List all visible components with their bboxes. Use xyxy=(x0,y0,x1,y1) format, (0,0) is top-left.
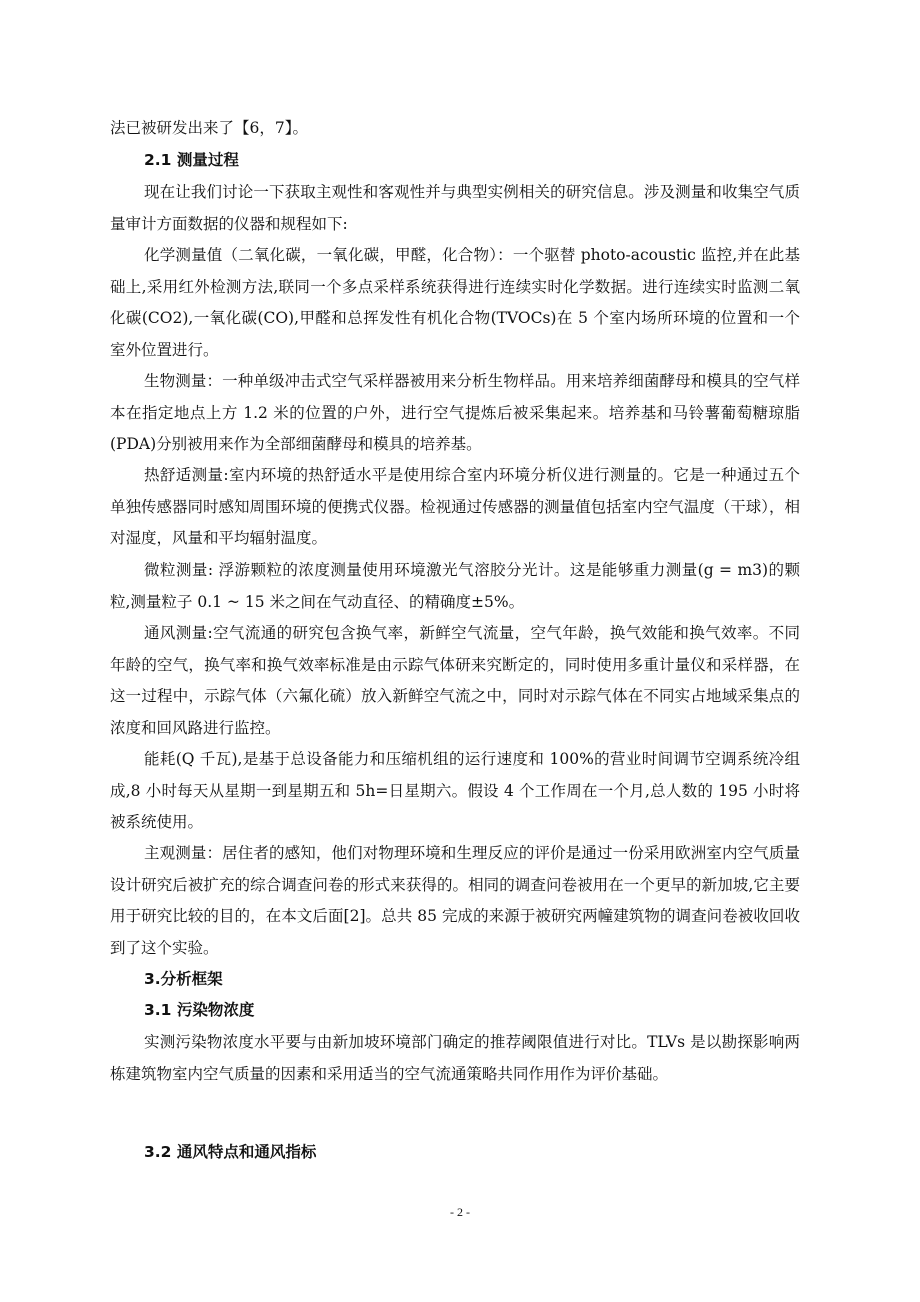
paragraph-ventilation-measurement: 通风测量:空气流通的研究包含换气率，新鲜空气流量，空气年龄，换气效能和换气效率。不同年龄的空气，换气率和换气效率标准是由示踪气体研来究断定的，同时使用多重计量仪和采样器，在这一过程中，示踪气体（六氟化硫）放入新鲜空气流之中，同时对示踪气体在不同实占地域采集点的浓度和回风路进行监控。 xyxy=(110,624,800,737)
paragraph-energy-consumption: 能耗(Q 千瓦),是基于总设备能力和压缩机组的运行速度和 100%的营业时间调节空调系统冷组成,8 小时每天从星期一到星期五和 5h=日星期六。假设 4 个工作周在一个月,总人数的 195 小时将被系统使用。 xyxy=(110,750,800,831)
paragraph-intro: 现在让我们讨论一下获取主观性和客观性并与典型实例相关的研究信息。涉及测量和收集空气质量审计方面数据的仪器和规程如下: xyxy=(110,183,800,233)
paragraph-pollutant-concentration: 实测污染物浓度水平要与由新加坡环境部门确定的推荐阈限值进行对比。TLVs 是以勘探影响两栋建筑物室内空气质量的因素和采用适当的空气流通策略共同作用作为评价基础。 xyxy=(110,1033,800,1083)
opening-line: 法已被研发出来了【6，7】。 xyxy=(110,119,308,137)
section-3-2-heading: 3.2 通风特点和通风指标 xyxy=(144,1143,317,1161)
section-2-1-heading: 2.1 测量过程 xyxy=(144,151,239,169)
paragraph-particle-measurement: 微粒测量: 浮游颗粒的浓度测量使用环境激光气溶胶分光计。这是能够重力测量(g = m3)的颗粒,测量粒子 0.1 ~ 15 米之间在气动直径、的精确度±5%。 xyxy=(110,561,800,611)
paragraph-subjective-measurement: 主观测量：居住者的感知，他们对物理环境和生理反应的评价是通过一份采用欧洲室内空气质量设计研究后被扩充的综合调查问卷的形式来获得的。相同的调查问卷被用在一个更早的新加坡,它主要用于研究比较的目的，在本文后面[2]。总共 85 完成的来源于被研究两幢建筑物的调查问卷被收回收到了这个实验。 xyxy=(110,844,800,957)
page-number: - 2 - xyxy=(450,1205,470,1219)
paragraph-chemical-measurement: 化学测量值（二氧化碳，一氧化碳，甲醛，化合物）：一个驱替 photo-acoustic 监控,并在此基础上,采用红外检测方法,联同一个多点采样系统获得进行连续实时化学数据。进行连续实时监测二氧化碳(CO2),一氧化碳(CO),甲醛和总挥发性有机化合物(TVOCs)在 5 个室内场所环境的位置和一个室外位置进行。 xyxy=(110,246,800,359)
paragraph-thermal-comfort: 热舒适测量:室内环境的热舒适水平是使用综合室内环境分析仪进行测量的。它是一种通过五个单独传感器同时感知周围环境的便携式仪器。检视通过传感器的测量值包括室内空气温度（干球），相对湿度，风量和平均辐射温度。 xyxy=(110,466,800,547)
section-3-1-heading: 3.1 污染物浓度 xyxy=(144,1001,255,1019)
section-3-heading: 3.分析框架 xyxy=(144,970,223,988)
paragraph-biological-measurement: 生物测量：一种单级冲击式空气采样器被用来分析生物样品。用来培养细菌酵母和模具的空气样本在指定地点上方 1.2 米的位置的户外，进行空气提炼后被采集起来。培养基和马铃薯葡萄糖琼脂(PDA)分别被用来作为全部细菌酵母和模具的培养基。 xyxy=(110,372,800,453)
